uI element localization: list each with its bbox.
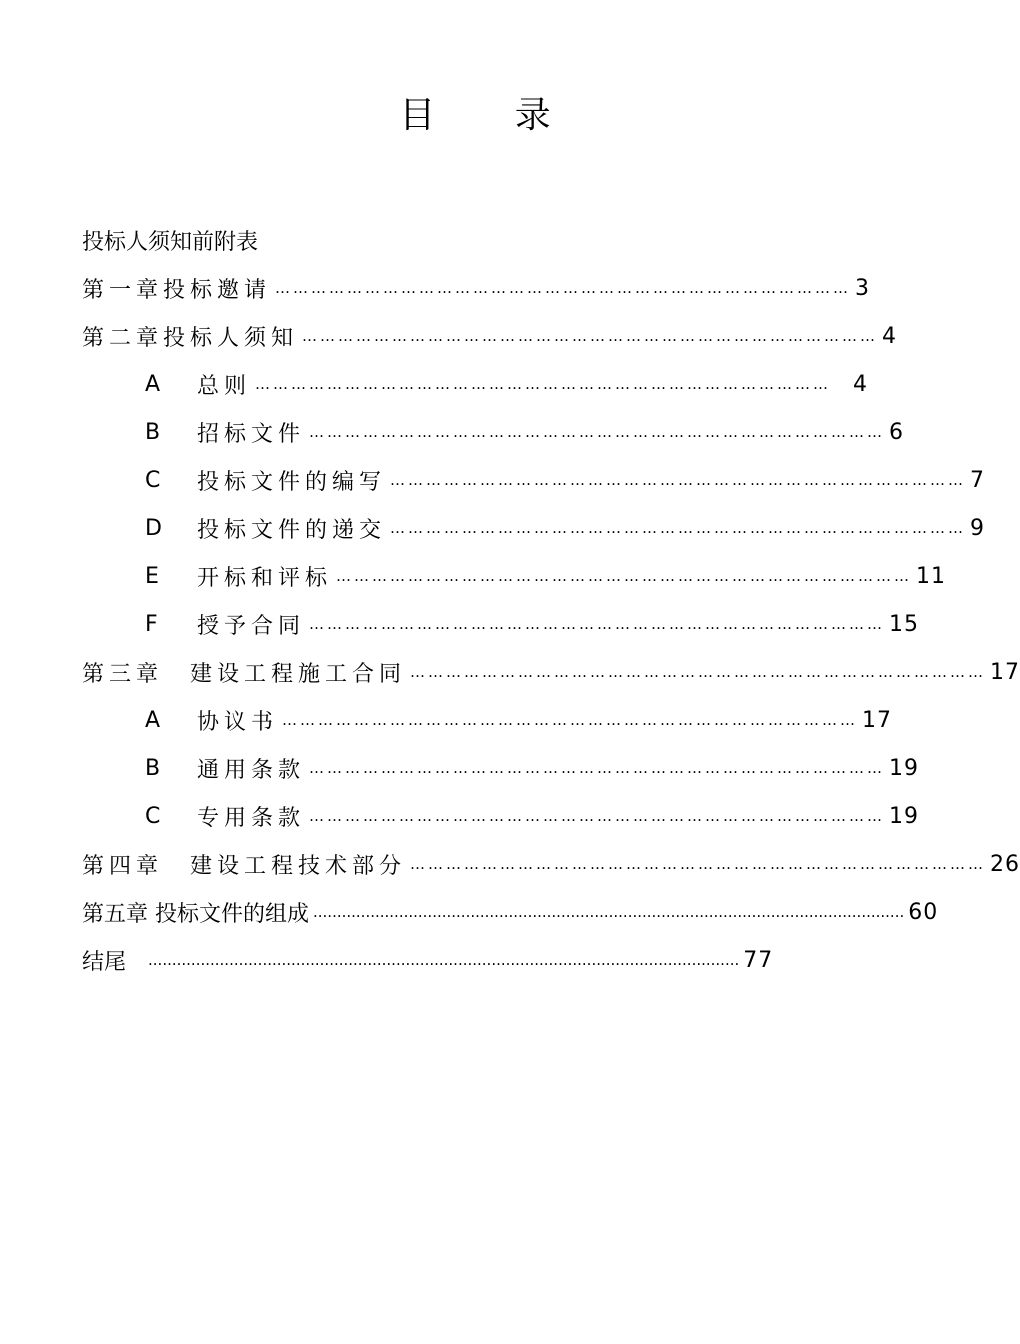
toc-page-number: 77 — [743, 947, 774, 973]
toc-entry-label: 投标文件的编写 — [197, 469, 387, 495]
toc-page-number: 60 — [908, 899, 939, 925]
toc-entry-section-3c[interactable] — [82, 792, 920, 840]
toc-entry-label: 第三章 建设工程施工合同 — [82, 661, 407, 687]
dot-leader: …………………………………………………………………………………… — [309, 615, 886, 633]
toc-entry-chapter-2[interactable] — [82, 312, 898, 360]
toc-entry-label: 结尾 — [82, 949, 127, 975]
toc-section-letter: C — [145, 467, 161, 493]
dot-leader: ............................................................................................................................ — [148, 951, 740, 969]
toc-entry-label: 招标文件 — [197, 421, 306, 447]
toc-page-number: 11 — [916, 563, 947, 589]
dot-leader: …………………………………………………………………………………… — [410, 663, 987, 681]
dot-leader: …………………………………………………………………………………… — [336, 567, 913, 585]
toc-entry-label: 第一章投标邀请 — [82, 277, 272, 303]
toc-entry-section-2e[interactable] — [82, 552, 947, 600]
toc-entry-section-2c[interactable] — [82, 456, 986, 504]
page-title: 目 录 — [399, 95, 585, 136]
toc-page-number: 17 — [990, 659, 1020, 685]
dot-leader: …………………………………………………………………………………… — [282, 711, 859, 729]
dot-leader: …………………………………………………………………………………… — [390, 471, 967, 489]
table-of-contents — [82, 216, 1020, 984]
toc-entry-chapter-5[interactable] — [82, 888, 939, 936]
toc-entry-label: 通用条款 — [197, 757, 306, 783]
toc-entry-ending[interactable] — [82, 936, 774, 984]
toc-entry-section-2d[interactable] — [82, 504, 986, 552]
toc-entry-section-2b[interactable] — [82, 408, 905, 456]
dot-leader: …………………………………………………………………………………… — [255, 375, 832, 393]
toc-entry-intro[interactable] — [82, 216, 868, 264]
toc-entry-chapter-4[interactable] — [82, 840, 1020, 888]
toc-section-letter: B — [145, 755, 161, 781]
dot-leader: …………………………………………………………………………………… — [275, 279, 852, 297]
dot-leader: …………………………………………………………………………………… — [309, 423, 886, 441]
toc-entry-chapter-3[interactable] — [82, 648, 1020, 696]
toc-entry-label: 第五章 投标文件的组成 — [82, 901, 309, 927]
toc-entry-section-3a[interactable] — [82, 696, 893, 744]
dot-leader: …………………………………………………………………………………… — [309, 759, 886, 777]
toc-page-number: 19 — [889, 755, 920, 781]
toc-entry-label: 投标人须知前附表 — [82, 229, 259, 255]
toc-section-letter: B — [145, 419, 161, 445]
toc-page-number: 4 — [853, 371, 868, 397]
dot-leader: …………………………………………………………………………………… — [309, 807, 886, 825]
toc-entry-label: 第二章投标人须知 — [82, 325, 299, 351]
toc-section-letter: F — [145, 611, 158, 637]
toc-entry-label: 专用条款 — [197, 805, 306, 831]
toc-entry-label: 授予合同 — [197, 613, 306, 639]
toc-page-number: 7 — [970, 467, 986, 493]
toc-section-letter: A — [145, 707, 161, 733]
toc-section-letter: A — [145, 371, 161, 397]
toc-entry-label: 总则 — [197, 373, 252, 399]
dot-leader: …………………………………………………………………………………… — [390, 519, 967, 537]
toc-entry-section-3b[interactable] — [82, 744, 920, 792]
toc-entry-chapter-1[interactable] — [82, 264, 871, 312]
dot-leader: …………………………………………………………………………………… — [302, 327, 879, 345]
toc-page-number: 4 — [882, 323, 898, 349]
toc-section-letter: D — [145, 515, 162, 541]
dot-leader: ............................................................................................................................ — [313, 903, 905, 921]
toc-entry-label: 第四章 建设工程技术部分 — [82, 853, 407, 879]
toc-page-number: 15 — [889, 611, 920, 637]
toc-page-number: 6 — [889, 419, 905, 445]
toc-entry-label: 投标文件的递交 — [197, 517, 387, 543]
toc-entry-label: 开标和评标 — [197, 565, 333, 591]
toc-entry-section-2f[interactable] — [82, 600, 920, 648]
toc-section-letter: E — [145, 563, 159, 589]
toc-entry-label: 协议书 — [197, 709, 279, 735]
toc-page-number: 17 — [862, 707, 893, 733]
toc-page-number: 9 — [970, 515, 986, 541]
dot-leader: …………………………………………………………………………………… — [410, 855, 987, 873]
toc-page-number: 3 — [855, 275, 871, 301]
toc-page-number: 26 — [990, 851, 1020, 877]
toc-section-letter: C — [145, 803, 161, 829]
toc-entry-section-2a[interactable] — [82, 360, 868, 408]
toc-page-number: 19 — [889, 803, 920, 829]
